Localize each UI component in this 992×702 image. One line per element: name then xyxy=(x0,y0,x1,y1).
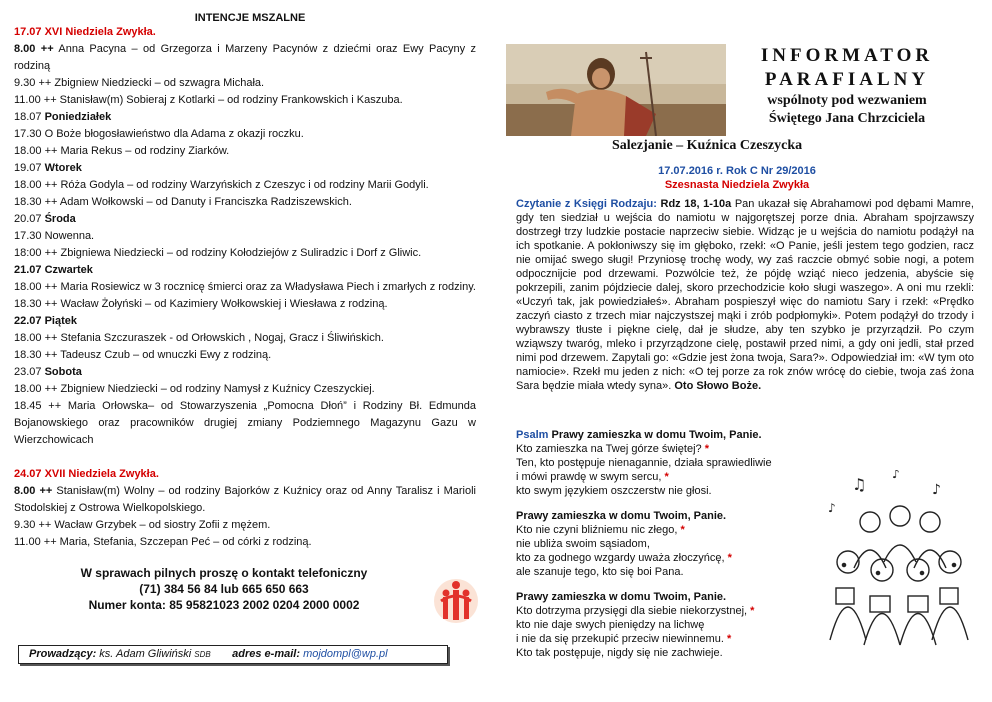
painting-icon xyxy=(506,44,726,136)
psalm-line: nie ubliża swoim sąsiadom, xyxy=(516,538,650,550)
psalm xyxy=(516,428,806,671)
lead-name: ks. Adam Gliwiński xyxy=(96,648,195,660)
masthead-title: PARAFIALNY xyxy=(764,69,930,90)
intention-line xyxy=(14,483,476,517)
intentions-title: INTENCJE MSZALNE xyxy=(194,12,306,24)
day-heading xyxy=(14,109,476,126)
sunday-heading: 24.07 XVII Niedziela Zwykła. xyxy=(14,468,159,480)
reading-end: Oto Słowo Boże. xyxy=(671,380,762,392)
intention-line: 18.00 ++ Zbigniew Niedziecki – od rodziny Namysł z Kuźnicy Czeszyckiej. xyxy=(14,383,375,395)
psalm-line: ale szanuje tego, kto się boi Pana. xyxy=(516,566,684,578)
psalm-star: * xyxy=(724,552,732,564)
intention-text: Stanisław(m) Wolny – od rodziny Bajorków z Kuźnicy oraz od Anny Taralisz i Marioli Stodolskiej z Ostrowa Wielkopolskiego. xyxy=(14,485,476,514)
day-name: Sobota xyxy=(44,366,82,378)
contact-line: W sprawach pilnych proszę o kontakt telefoniczny xyxy=(80,566,368,580)
psalm-line xyxy=(516,604,806,618)
psalm-text: i nie da się przekupić przeciw niewinnemu. xyxy=(516,633,724,645)
intention-line: 18.30 ++ Wacław Żołyński – od Kazimiery Wołkowskiej i Wiesława z rodziną. xyxy=(14,298,388,310)
svg-text:♪: ♪ xyxy=(892,470,900,481)
lead-label: Prowadzący: xyxy=(29,648,97,660)
day-date: 21.07 xyxy=(14,264,45,276)
psalm-line: Kto tak postępuje, nigdy się nie zachwieje. xyxy=(516,647,723,659)
psalm-refrain: Prawy zamieszka w domu Twoim, Panie. xyxy=(516,591,727,603)
psalm-text: Kto dotrzyma przysięgi dla siebie niekorzystnej, xyxy=(516,605,748,617)
psalm-refrain: Prawy zamieszka w domu Twoim, Panie. xyxy=(548,429,762,441)
reading-text: Pan ukazał się Abrahamowi pod dębami Mamre, gdy ten siedział u wejścia do namiotu w najgorętszej porze dnia. Abraham spojrzawszy dostrzegł trzy ludzkie postacie naprzeciw siebie. Widząc je u wejścia do namiotu podążył na ich spotkanie. A pokłoniwszy się im głęboko, rzekł: «O Panie, jeśli jestem tego godzien, racz nie omijać swego sługi! Przyniosę trochę wody, wy zaś raczcie obmyć sobie nogi, a potem odpocznijcie pod drzewami. Pozwólcie też, że pójdę wziąć nieco jedzenia, abyście się pokrzepili, zanim pójdziecie dalej, skoro przechodzicie koło sługi waszego». A oni mu rzekli: «Uczyń tak, jak powiedziałeś». Abraham pospieszył więc do namiotu Sary i rzekł: «Prędko zaczyń ciasto z trzech miar najczystszej mąki i zrób podpłomyki». Potem podążył do trzody i wybrawszy tłuste i piękne cielę, dał je słudze, aby ten szybko je przyrządził. Po czym wziąwszy twaróg, mleko i przyrządzone cielę, postawił przed nimi, a gdy oni jedli, stał przed nimi pod drzewem. Zapytali go: «Gdzie jest żona twoja, Sara?». Odpowiedział im: «W tym oto namiocie». Rzekł mu jeden z nich: «O tej porze za rok znów wrócę do ciebie, twoja zaś żona Sara będzie miała wtedy syna». xyxy=(516,198,974,392)
psalm-line xyxy=(516,551,806,565)
issue-date: 17.07.2016 r. Rok C Nr 29/2016 xyxy=(658,165,816,177)
psalm-heading xyxy=(516,428,806,442)
day-heading xyxy=(14,313,476,330)
psalm-line xyxy=(516,470,806,484)
first-reading xyxy=(516,197,974,393)
svg-text:♫: ♫ xyxy=(852,475,867,494)
sunday-heading: 17.07 XVI Niedziela Zwykła. xyxy=(14,26,156,38)
psalm-star: * xyxy=(701,443,710,455)
intention-line: 18:00 ++ Zbigniewa Niedziecki – od rodziny Kołodziejów z Suliradzic i Dorf z Gliwic. xyxy=(14,247,422,259)
parish-name: Salezjanie – Kuźnica Czeszycka xyxy=(612,138,803,153)
day-date: 19.07 xyxy=(14,162,45,174)
psalm-line: kto swym językiem oszczerstw nie głosi. xyxy=(516,485,712,497)
psalm-stanza xyxy=(516,509,806,579)
intention-line xyxy=(14,41,476,75)
intention-line: 18.00 ++ Maria Rekus – od rodziny Ziarków. xyxy=(14,145,230,157)
day-name: Środa xyxy=(44,213,76,225)
psalm-text: Kto zamieszka na Twej górze świętej? xyxy=(516,443,702,455)
psalm-line: kto nie daje swych pieniędzy na lichwę xyxy=(516,619,705,631)
john-the-baptist-painting xyxy=(506,44,726,136)
psalm-text: Kto nie czyni bliźniemu nic złego, xyxy=(516,524,678,536)
psalm-text: i mówi prawdę w swym sercu, xyxy=(516,471,662,483)
spacer xyxy=(14,449,476,466)
day-date: 20.07 xyxy=(14,213,45,225)
reading-label: Czytanie z Księgi Rodzaju: xyxy=(516,198,657,210)
salesian-logo-icon xyxy=(433,575,479,627)
day-name: Poniedziałek xyxy=(44,111,112,123)
psalm-refrain: Prawy zamieszka w domu Twoim, Panie. xyxy=(516,510,727,522)
masthead-title: INFORMATOR xyxy=(760,45,934,66)
day-name: Wtorek xyxy=(44,162,82,174)
bank-account: Numer konta: 85 95821023 2002 0204 2000 0002 xyxy=(88,598,360,612)
day-date: 23.07 xyxy=(14,366,45,378)
intention-line: 18.00 ++ Maria Rosiewicz w 3 rocznicę śmierci oraz za Władysława Piech i zmarłych z rodziny. xyxy=(14,281,476,293)
psalm-star: * xyxy=(661,471,669,483)
issue-info xyxy=(612,164,862,192)
day-heading xyxy=(14,211,476,228)
psalm-line xyxy=(516,523,806,537)
issue-sunday: Szesnasta Niedziela Zwykła xyxy=(664,179,810,191)
mass-time: 8.00 ++ xyxy=(14,485,53,497)
psalm-stanza xyxy=(516,428,806,498)
masthead xyxy=(722,44,972,128)
psalm-star: * xyxy=(677,524,685,536)
intention-line: 17.30 Nowenna. xyxy=(14,230,95,242)
psalm-text: kto za godnego wzgardy uważa złoczyńcę, xyxy=(516,552,725,564)
contact-info xyxy=(24,565,424,613)
mass-time: 8.00 ++ xyxy=(14,43,54,55)
choir-icon xyxy=(822,470,972,650)
psalm-line xyxy=(516,442,806,456)
day-heading xyxy=(14,160,476,177)
intention-line: 11.00 ++ Stanisław(m) Sobieraj z Kotlarki – od rodziny Frankowskich i Kaszuba. xyxy=(14,94,403,106)
mass-intentions xyxy=(14,12,476,551)
day-date: 18.07 xyxy=(14,111,45,123)
masthead-subtitle: Świętego Jana Chrzciciela xyxy=(768,111,926,126)
masthead-subtitle: wspólnoty pod wezwaniem xyxy=(767,93,927,108)
lead-suffix: SDB xyxy=(194,650,211,659)
reading-reference: Rdz 18, 1-10a xyxy=(656,198,732,210)
intention-line: 18.30 ++ Tadeusz Czub – od wnuczki Ewy z rodziną. xyxy=(14,349,272,361)
psalm-line: Ten, kto postępuje nienagannie, działa sprawiedliwie xyxy=(516,457,772,469)
psalm-star: * xyxy=(747,605,755,617)
intention-line: 18.30 ++ Adam Wołkowski – od Danuty i Franciszka Radziszewskich. xyxy=(14,196,352,208)
phone-numbers: (71) 384 56 84 lub 665 650 663 xyxy=(139,582,309,596)
psalm-line xyxy=(516,632,806,646)
intention-line: 11.00 ++ Maria, Stefania, Szczepan Peć – od córki z rodziną. xyxy=(14,536,312,548)
psalm-stanza xyxy=(516,590,806,660)
choir-singers-illustration xyxy=(822,470,972,650)
intention-line: 9.30 ++ Wacław Grzybek – od siostry Zofii z mężem. xyxy=(14,519,271,531)
day-heading xyxy=(14,262,476,279)
email-link[interactable]: mojdompl@wp.pl xyxy=(303,648,388,660)
intention-line: 18.45 ++ Maria Orłowska– od Stowarzyszenia „Pomocna Dłoń” i Rodziny Bł. Edmunda Bojanowskiego oraz pracowników drugiej zmiany Podziemnego Magazynu Gazu w Wierzchowicach xyxy=(14,400,476,446)
day-name: Czwartek xyxy=(44,264,93,276)
intention-line: 18.00 ++ Róża Godyla – od rodziny Warzyńskich z Czeszyc i od rodziny Marii Godyli. xyxy=(14,179,429,191)
day-heading xyxy=(14,364,476,381)
intention-line: 18.00 ++ Stefania Szczuraszek - od Orłowskich , Nogaj, Gracz i Śliwińskich. xyxy=(14,332,384,344)
svg-text:♪: ♪ xyxy=(828,501,836,515)
svg-text:♪: ♪ xyxy=(932,482,941,498)
salesian-logo xyxy=(433,575,479,627)
email-label: adres e-mail: xyxy=(232,648,300,660)
day-name: Piątek xyxy=(44,315,78,327)
intention-line: 9.30 ++ Zbigniew Niedziecki – od szwagra Michała. xyxy=(14,77,265,89)
intention-text: Anna Pacyna – od Grzegorza i Marzeny Pacynów z dziećmi oraz Ewy Pacyny z rodziną xyxy=(14,43,476,72)
psalm-star: * xyxy=(723,633,732,645)
intention-line: 17.30 O Boże błogosławieństwo dla Adama z okazji roczku. xyxy=(14,128,304,140)
day-date: 22.07 xyxy=(14,315,45,327)
psalm-label: Psalm xyxy=(516,429,549,441)
footer-box xyxy=(18,645,448,664)
